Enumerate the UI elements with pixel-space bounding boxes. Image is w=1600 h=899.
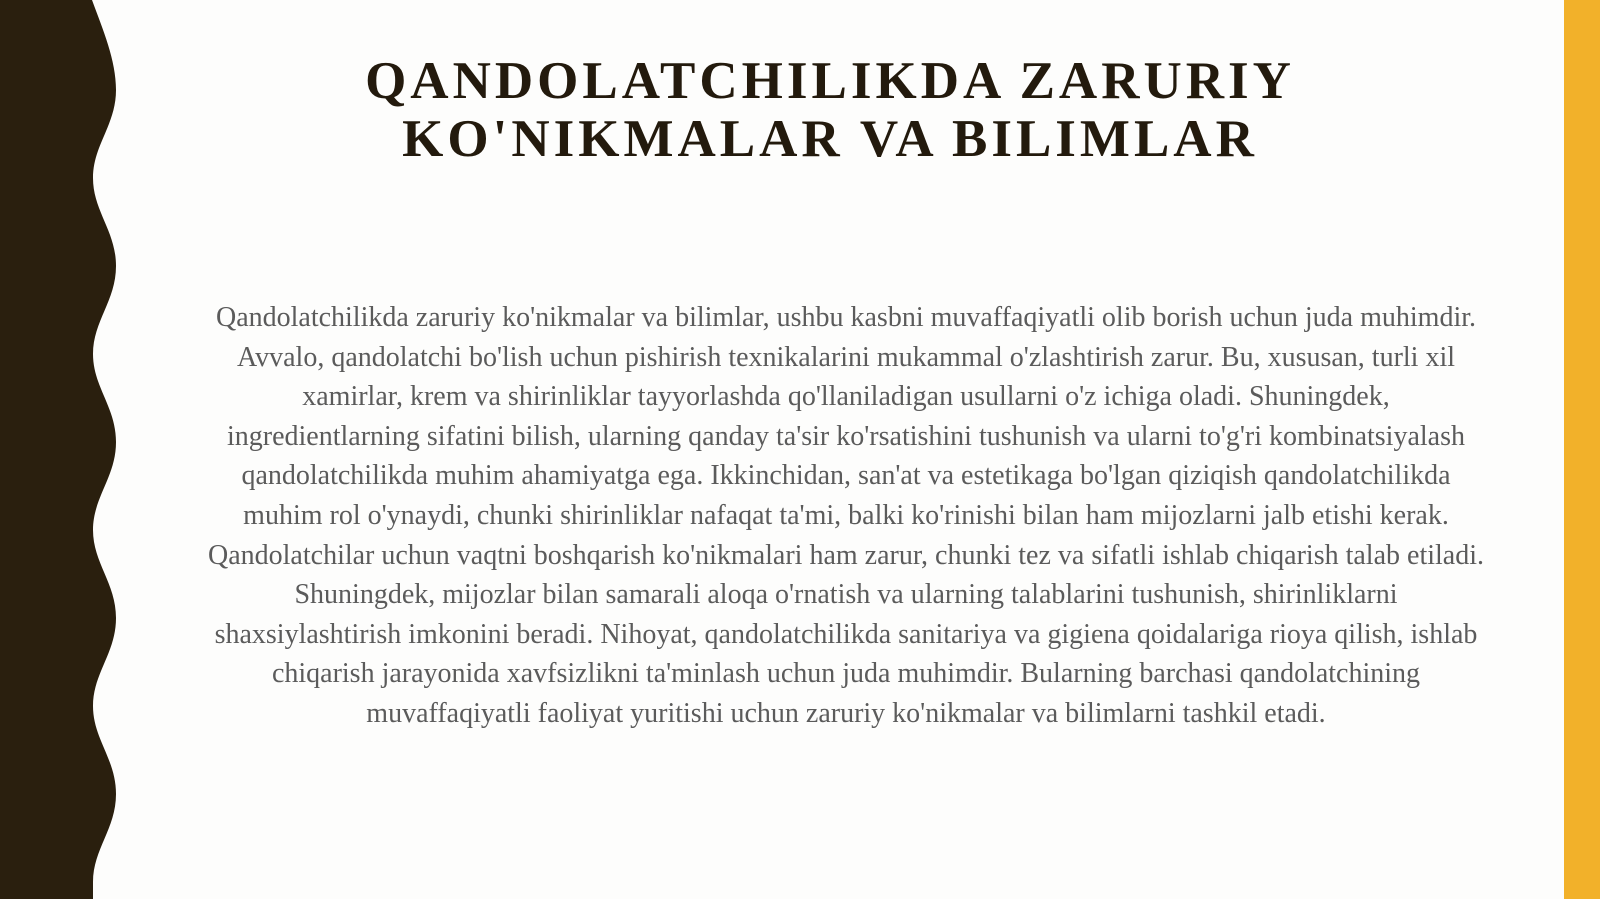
slide-body-text: Qandolatchilikda zaruriy ko'nikmalar va bilimlar, ushbu kasbni muvaffaqiyatli olib borish uchun juda muhimdir. Avvalo, qandolatchi bo'lish uchun pishirish texnikalarini mukammal o'zlashtirish zarur. Bu, xususan, turli xil xamirlar, krem va shirinliklar tayyorlashda qo'llaniladigan usullarni o'z ichiga oladi. Shuningdek, ingredientlarning sifatini bilish, ularning qanday ta'sir ko'rsatishini tushunish va ularni to'g'ri kombinatsiyalash qandolatchilikda muhim ahamiyatga ega. Ikkinchidan, san'at va estetikaga bo'lgan qiziqish qandolatchilikda muhim rol o'ynaydi, chunki shirinliklar nafaqat ta'mi, balki ko'rinishi bilan ham mijozlarni jalb etishi kerak. Qandolatchilar uchun vaqtni boshqarish ko'nikmalari ham zarur, chunki tez va sifatli ishlab chiqarish talab etiladi. Shuningdek, mijozlar bilan samarali aloqa o'rnatish va ularning talablarini tushunish, shirinliklarni shaxsiylashtirish imkonini beradi. Nihoyat, qandolatchilikda sanitariya va gigiena qoidalariga rioya qilish, ishlab chiqarish jarayonida xavfsizlikni ta'minlash uchun juda muhimdir. Bularning barchasi qandolatchining muvaffaqiyatli faoliyat yuritishi uchun zaruriy ko'nikmalar va bilimlarni tashkil etadi. (208, 302, 1484, 729)
accent-bar (1564, 0, 1600, 899)
slide-title-line-1: QANDOLATCHILIKDA ZARURIY (365, 52, 1295, 110)
wavy-border-decoration (0, 0, 130, 899)
slide-title (300, 52, 1360, 168)
slide-title-line-2: KO'NIKMALAR VA BILIMLAR (402, 110, 1258, 168)
